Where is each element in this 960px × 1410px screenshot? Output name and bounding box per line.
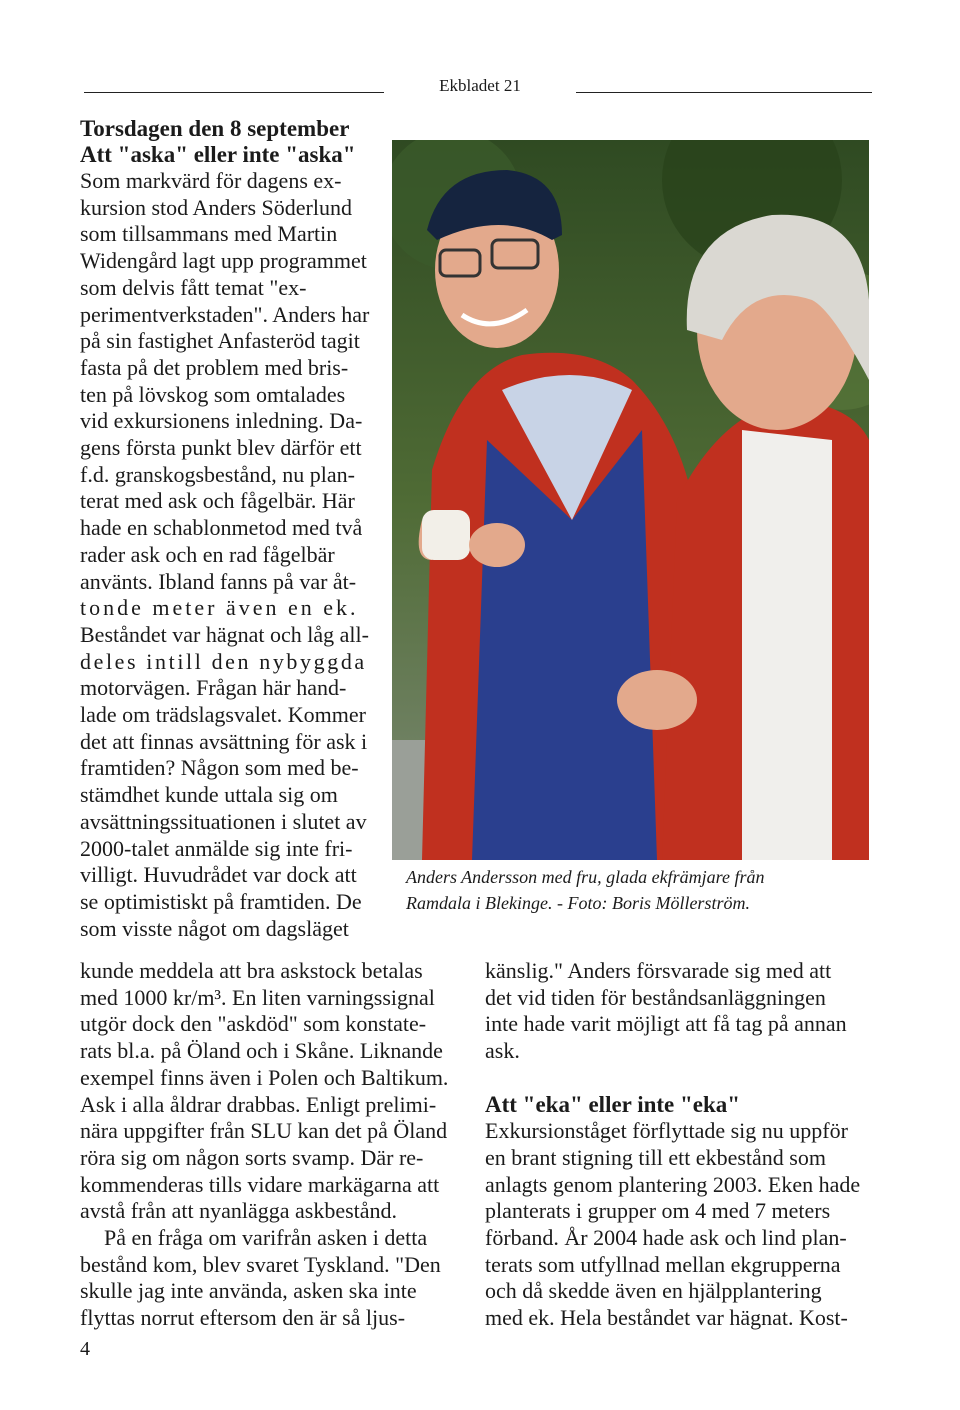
header-rule-left bbox=[84, 92, 384, 93]
body-line: Beståndet var hägnat och låg all- bbox=[80, 621, 369, 647]
body-line: det att finnas avsättning för ask i bbox=[80, 728, 368, 754]
body-line: fasta på det problem med bris- bbox=[80, 354, 349, 380]
body-line: kunde meddela att bra askstock betalas bbox=[80, 958, 423, 983]
body-line: villigt. Huvudrådet var dock att bbox=[80, 862, 357, 888]
body-line: anlagts genom plantering 2003. Eken hade bbox=[485, 1171, 861, 1197]
body-line: inte hade varit möjligt att få tag på annan bbox=[485, 1011, 847, 1037]
body-line: utgör dock den "askdöd" som konstate- bbox=[80, 1011, 427, 1037]
body-line: använts. Ibland fanns på var åt- bbox=[80, 568, 357, 594]
body-line: med ek. Hela beståndet var hägnat. Kost- bbox=[485, 1305, 848, 1331]
body-line: rats bl.a. på Öland och i Skåne. Liknande bbox=[80, 1038, 443, 1064]
body-line: röra sig om någon sorts svamp. Där re- bbox=[80, 1144, 424, 1170]
body-line: flyttas norrut eftersom den är så ljus- bbox=[80, 1305, 406, 1331]
body-line: med 1000 kr/m³. En liten varningssignal bbox=[80, 984, 435, 1010]
body-line: Widengård lagt upp programmet bbox=[80, 248, 367, 274]
section-title: Att "aska" eller inte "aska" bbox=[80, 142, 356, 167]
body-line: avstå från att nyanlägga askbestånd. bbox=[80, 1198, 398, 1224]
body-line: terat med ask och fågelbär. Här bbox=[80, 488, 355, 514]
body-line: Ask i alla åldrar drabbas. Enligt prelimi- bbox=[80, 1091, 437, 1117]
body-line: vid exkursionens inledning. Da- bbox=[80, 408, 363, 434]
photo-illustration bbox=[392, 140, 869, 860]
body-line: tonde meter även en ek. bbox=[80, 595, 359, 621]
article-photo bbox=[392, 140, 869, 860]
body-line: hade en schablonmetod med två bbox=[80, 515, 363, 541]
body-line: det vid tiden för beståndsanläggningen bbox=[485, 984, 826, 1010]
body-line: exempel finns även i Polen och Baltikum. bbox=[80, 1064, 449, 1090]
photo-caption-line: Anders Andersson med fru, glada ekfrämjare från bbox=[406, 867, 765, 887]
body-line: motorvägen. Frågan här hand- bbox=[80, 675, 347, 701]
body-line: kursion stod Anders Söderlund bbox=[80, 194, 352, 220]
body-line: ten på lövskog som omtalades bbox=[80, 381, 346, 407]
body-line: nära uppgifter från SLU kan det på Öland bbox=[80, 1118, 448, 1144]
body-line: en brant stigning till ett ekbestånd som bbox=[485, 1144, 826, 1170]
body-line: och då skedde även en hjälpplantering bbox=[485, 1278, 822, 1304]
body-line: kommenderas tills vidare markägarna att bbox=[80, 1171, 440, 1197]
body-line: avsättningssituationen i slutet av bbox=[80, 808, 367, 834]
body-line: som visste något om dagsläget bbox=[80, 915, 349, 941]
body-line: gens första punkt blev därför ett bbox=[80, 435, 362, 460]
body-line: rader ask och en rad fågelbär bbox=[80, 541, 335, 567]
body-line: terats som utfyllnad mellan ekgrupperna bbox=[485, 1251, 841, 1277]
body-line: som tillsammans med Martin bbox=[80, 221, 338, 247]
body-line: framtiden? Någon som med be- bbox=[80, 755, 359, 781]
section-title: Att "eka" eller inte "eka" bbox=[485, 1091, 741, 1117]
body-line: perimentverkstaden". Anders har bbox=[80, 301, 370, 327]
body-line: deles intill den nybyggda bbox=[80, 648, 367, 674]
body-line: Exkursionståget förflyttade sig nu uppför bbox=[485, 1118, 848, 1144]
body-line: Som markvärd för dagens ex- bbox=[80, 168, 342, 193]
body-line: lade om trädslagsvalet. Kommer bbox=[80, 702, 366, 727]
body-line: känslig." Anders försvarade sig med att bbox=[485, 958, 832, 983]
body-line: planterats i grupper om 4 med 7 meters bbox=[485, 1198, 831, 1224]
body-line: stämdhet kunde uttala sig om bbox=[80, 782, 338, 808]
body-line: som delvis fått temat "ex- bbox=[80, 274, 307, 300]
body-line: bestånd kom, blev svaret Tyskland. "Den bbox=[80, 1251, 441, 1277]
body-line: förband. År 2004 hade ask och lind plan- bbox=[485, 1225, 847, 1250]
header-title: Ekbladet 21 bbox=[439, 76, 521, 95]
body-line: f.d. granskogsbestånd, nu plan- bbox=[80, 461, 355, 487]
body-line: ask. bbox=[485, 1038, 520, 1064]
body-line: på sin fastighet Anfasteröd tagit bbox=[80, 328, 360, 354]
body-line: På en fråga om varifrån asken i detta bbox=[104, 1225, 428, 1250]
body-line: se optimistiskt på framtiden. De bbox=[80, 888, 362, 914]
photo-caption-line: Ramdala i Blekinge. - Foto: Boris Möllerström. bbox=[406, 893, 750, 913]
body-line: 2000-talet anmälde sig inte fri- bbox=[80, 835, 353, 861]
header-rule-right bbox=[576, 92, 872, 93]
section-date-heading: Torsdagen den 8 september bbox=[80, 116, 350, 141]
body-line: skulle jag inte använda, asken ska inte bbox=[80, 1278, 417, 1304]
page-number: 4 bbox=[80, 1338, 90, 1360]
